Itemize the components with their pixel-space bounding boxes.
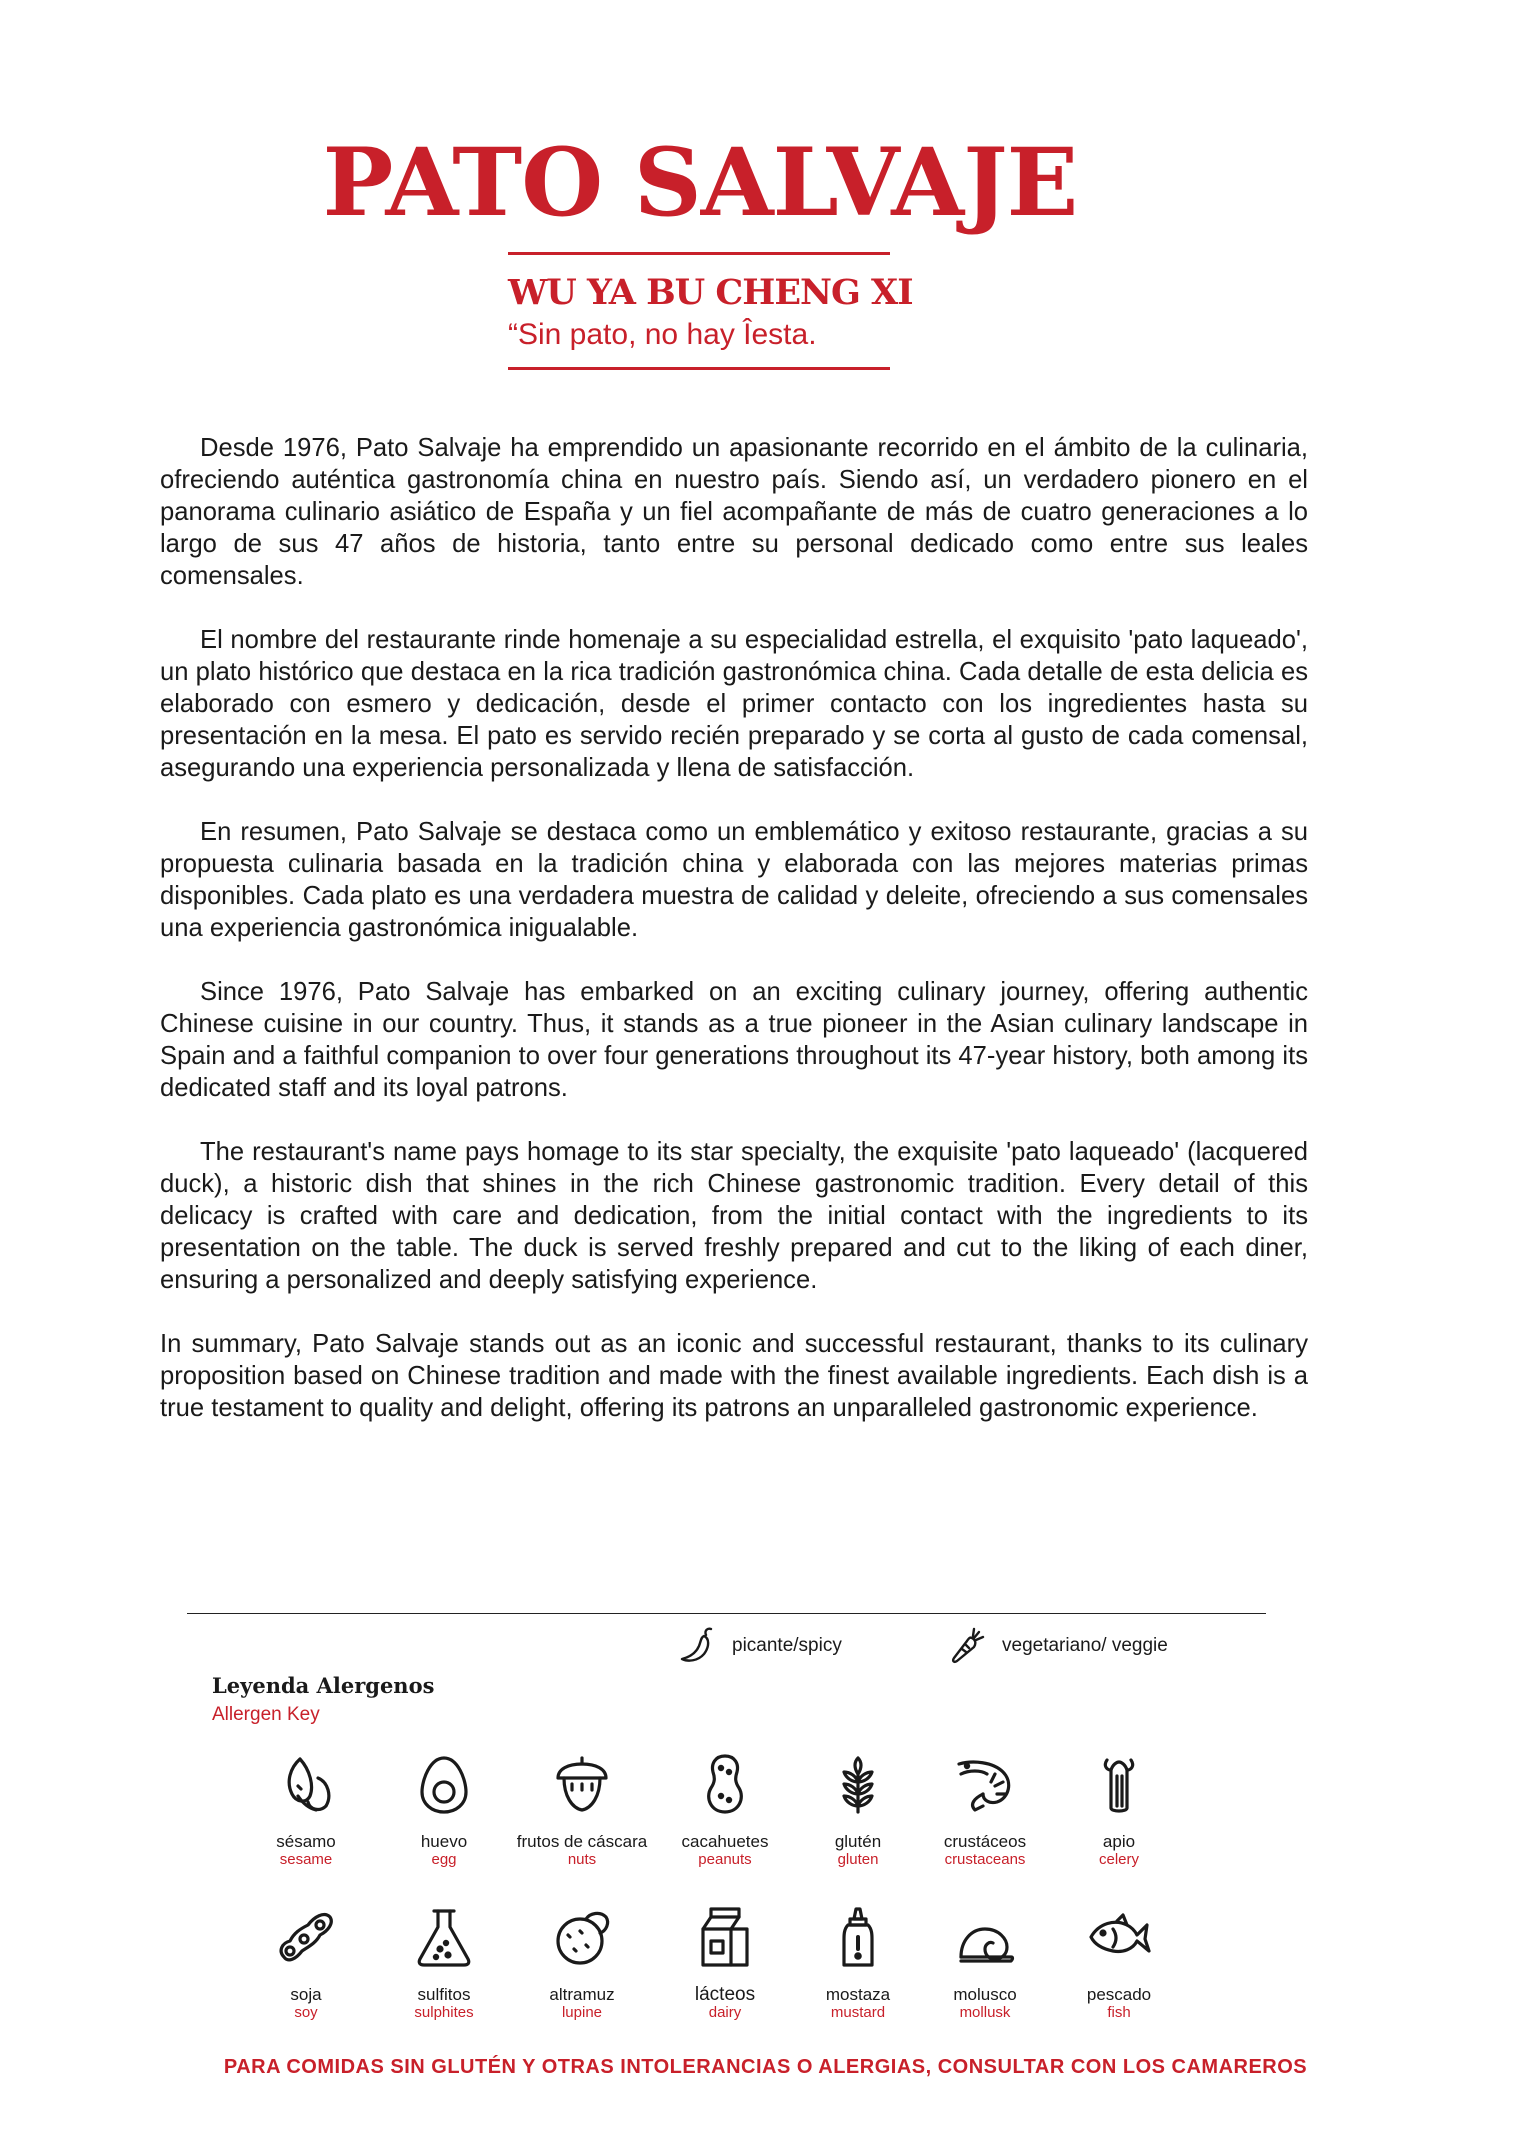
restaurant-subtitle: WU YA BU CHENG XI [508,272,913,313]
allergen-gluten-en: gluten [837,1851,879,1868]
allergen-legend-subtitle: Allergen Key [212,1704,320,1725]
allergen-mollusk [910,1905,1060,2022]
legend-divider [187,1613,1266,1614]
allergen-mustard-es: mostaza [825,1985,891,2004]
title-divider-bottom [508,367,890,370]
paragraph-en-1: Since 1976, Pato Salvaje has embarked on an exciting culinary journey, offering authentic Chinese cuisine in our country. Thus, it stands as a true pioneer in the Asian culinary landscape in Spain and a faithful companion to over four generations throughout its 47-year history, both among its dedicated staff and its loyal patrons. [160,978,1308,1102]
paragraph-en-2: The restaurant's name pays homage to its star specialty, the exquisite 'pato laqueado' (lacquered duck), a historic dish that shines in the rich Chinese gastronomic tradition. Every detail of this delicacy is crafted with care and dedication, from the initial contact with the ingredients to its presentation on the table. The duck is served freshly prepared and cut to the liking of each diner, ensuring a personalized and deeply satisfying experience. [160,1138,1308,1294]
allergen-mollusk-es: molusco [953,1985,1017,2004]
allergen-soy-en: soy [294,2004,318,2021]
allergen-nuts [507,1752,657,1869]
allergen-fish [1044,1905,1194,2022]
paragraph-es-3: En resumen, Pato Salvaje se destaca como un emblemático y exitoso restaurante, gracias a su propuesta culinaria basada en la tradición china y elaborada con las mejores materias primas disponibles. Cada plato es una verdadera muestra de calidad y deleite, ofreciendo a sus comensales una experiencia gastronómica inigualable. [160,818,1308,942]
allergen-dairy-es: lácteos [694,1984,756,2005]
fish-icon [1087,1905,1151,1969]
allergen-egg-es: huevo [420,1832,468,1851]
allergen-sulphites-en: sulphites [414,2004,474,2021]
legend-veggie [948,1626,1168,1666]
allergen-fish-en: fish [1107,2004,1131,2021]
allergen-celery-es: apio [1102,1832,1136,1851]
allergen-mustard-en: mustard [830,2004,886,2021]
restaurant-motto: “Sin pato, no hay Îesta. [508,318,817,351]
allergen-nuts-es: frutos de cáscara [516,1832,648,1851]
allergen-mollusk-en: mollusk [959,2004,1011,2021]
lupine-icon [550,1905,614,1969]
history-text [160,432,1308,1456]
wheat-icon [826,1752,890,1816]
allergen-sulphites-es: sulfitos [417,1985,471,2004]
legend-spicy-label: picante/spicy [732,1635,842,1656]
allergen-celery-en: celery [1098,1851,1139,1868]
allergen-crustaceans-es: crustáceos [943,1832,1027,1851]
flask-icon [412,1905,476,1969]
legend-spicy [678,1626,842,1666]
allergen-lupine [507,1905,657,2022]
allergen-soy-es: soja [290,1985,322,2004]
allergen-nuts-en: nuts [567,1851,597,1868]
snail-icon [953,1905,1017,1969]
acorn-icon [550,1752,614,1816]
allergen-sesame-es: sésamo [276,1832,336,1851]
legend-veggie-label: vegetariano/ veggie [1002,1635,1168,1656]
allergen-crustaceans [910,1752,1060,1869]
allergen-egg-en: egg [431,1851,457,1868]
allergen-lupine-en: lupine [561,2004,603,2021]
allergen-peanuts-es: cacahuetes [681,1832,769,1851]
allergen-sulphites [369,1905,519,2022]
allergen-lupine-es: altramuz [549,1985,615,2004]
milk-carton-icon [693,1905,757,1969]
allergen-legend-title: Leyenda Alergenos [212,1673,435,1698]
peanut-icon [693,1752,757,1816]
shrimp-icon [953,1752,1017,1816]
paragraph-es-1: Desde 1976, Pato Salvaje ha emprendido un apasionante recorrido en el ámbito de la culinaria, ofreciendo auténtica gastronomía china en nuestro país. Siendo así, un verdadero pionero en el panorama culinario asiático de España y un fiel acompañante de más de cuatro generaciones a lo largo de sus 47 años de historia, tanto entre su personal dedicado como entre sus leales comensales. [160,434,1308,590]
allergen-sesame [231,1752,381,1869]
allergen-dairy [650,1905,800,2022]
allergen-peanuts-en: peanuts [698,1851,752,1868]
allergen-sesame-en: sesame [279,1851,333,1868]
restaurant-title: PATO SALVAJE [322,128,1078,238]
allergen-egg [369,1752,519,1869]
mustard-bottle-icon [826,1905,890,1969]
chili-icon [678,1626,718,1666]
allergy-disclaimer: PARA COMIDAS SIN GLUTÉN Y OTRAS INTOLERANCIAS O ALERGIAS, CONSULTAR CON LOS CAMAREROS [223,2056,1308,2078]
allergen-peanuts [650,1752,800,1869]
soy-icon [274,1905,338,1969]
title-divider-top [508,252,890,255]
allergen-celery [1044,1752,1194,1869]
allergen-dairy-en: dairy [708,2004,742,2021]
paragraph-en-3: In summary, Pato Salvaje stands out as an iconic and successful restaurant, thanks to its culinary proposition based on Chinese tradition and made with the finest available ingredients. Each dish is a true testament to quality and delight, offering its patrons an unparalleled gastronomic experience. [160,1330,1308,1422]
allergen-fish-es: pescado [1086,1985,1152,2004]
allergen-soy [231,1905,381,2022]
paragraph-es-2: El nombre del restaurante rinde homenaje a su especialidad estrella, el exquisito 'pato laqueado', un plato histórico que destaca en la rica tradición gastronómica china. Cada detalle de esta delicia es elaborado con esmero y dedicación, desde el primer contacto con los ingredientes hasta su presentación en la mesa. El pato es servido recién preparado y se corta al gusto de cada comensal, asegurando una experiencia personalizada y llena de satisfacción. [160,626,1308,782]
egg-icon [412,1752,476,1816]
carrot-icon [948,1626,988,1666]
celery-icon [1087,1752,1151,1816]
allergen-crustaceans-en: crustaceans [944,1851,1026,1868]
allergen-gluten-es: glutén [834,1832,882,1851]
sesame-icon [274,1752,338,1816]
